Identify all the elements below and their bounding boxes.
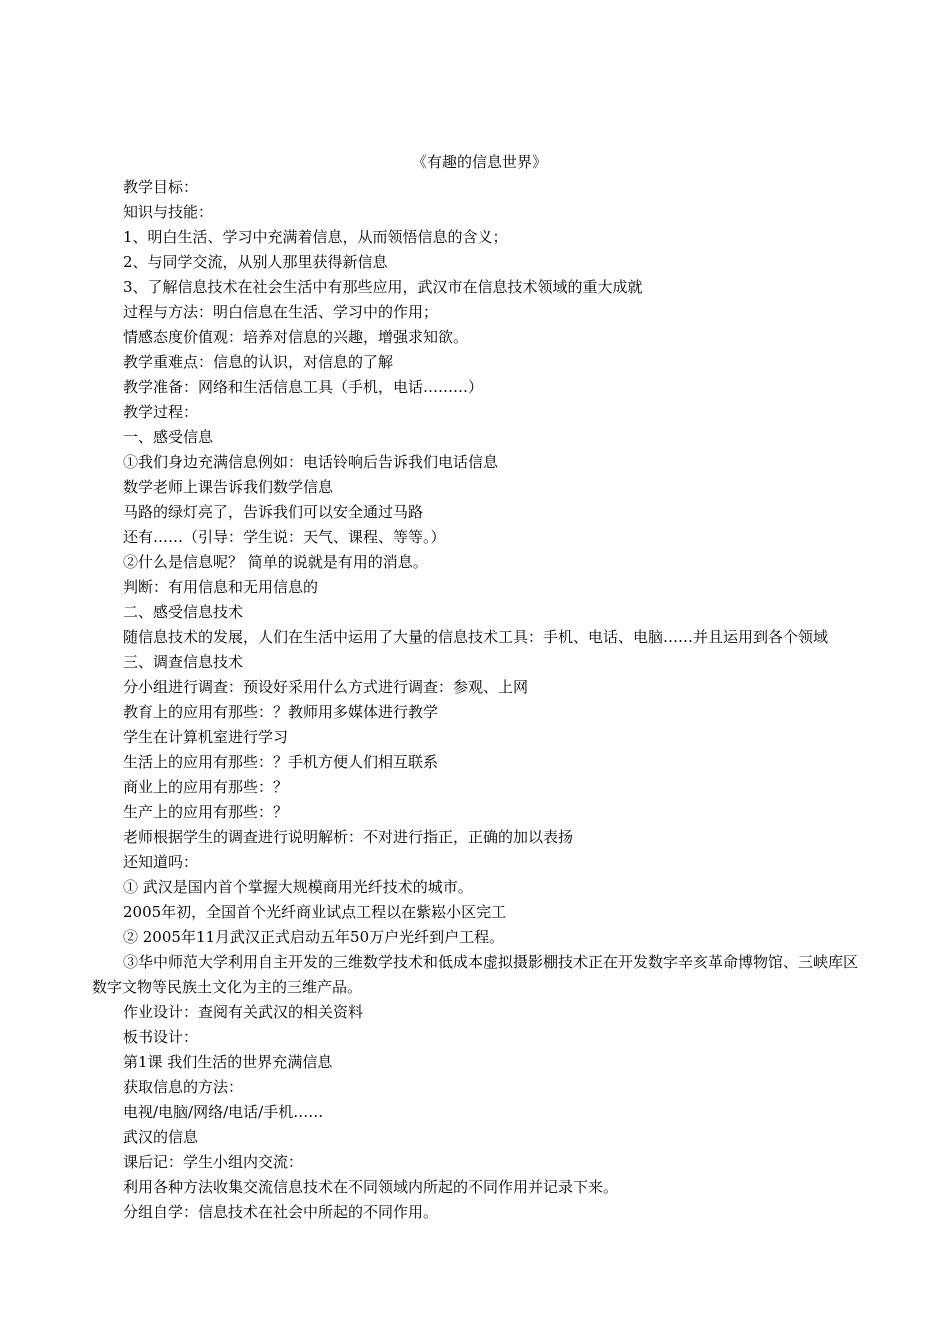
paragraph: 板书设计： <box>123 1028 199 1046</box>
paragraph: 商业上的应用有那些：？ <box>123 778 289 796</box>
paragraph: 还知道吗： <box>123 853 199 871</box>
paragraph: 电视/电脑/网络/电话/手机…… <box>123 1103 324 1121</box>
paragraph: ① 武汉是国内首个掌握大规模商用光纤技术的城市。 <box>123 878 473 896</box>
paragraph: 3、了解信息技术在社会生活中有那些应用，武汉市在信息技术领域的重大成就 <box>123 278 643 296</box>
paragraph: 第1课 我们生活的世界充满信息 <box>123 1053 333 1071</box>
paragraph: 学生在计算机室进行学习 <box>123 728 289 746</box>
paragraph: 教学重难点：信息的认识，对信息的了解 <box>123 353 394 371</box>
paragraph: 知识与技能： <box>123 203 214 221</box>
paragraph: 还有……（引导：学生说：天气、课程、等等。） <box>123 528 446 546</box>
paragraph: 课后记：学生小组内交流： <box>123 1153 304 1171</box>
paragraph: 生活上的应用有那些：？手机方便人们相互联系 <box>123 753 439 771</box>
paragraph: 作业设计：查阅有关武汉的相关资料 <box>123 1003 364 1021</box>
paragraph: 二、感受信息技术 <box>123 603 244 621</box>
paragraph: 2005年初，全国首个光纤商业试点工程以在紫崧小区完工 <box>123 903 507 921</box>
paragraph: 教学过程： <box>123 403 199 421</box>
paragraph: 武汉的信息 <box>123 1128 199 1146</box>
paragraph: ①我们身边充满信息例如：电话铃响后告诉我们电话信息 <box>123 453 499 471</box>
paragraph: 利用各种方法收集交流信息技术在不同领域内所起的不同作用并记录下来。 <box>123 1178 619 1196</box>
paragraph: ② 2005年11月武汉正式启动五年50万户光纤到户工程。 <box>123 928 505 946</box>
paragraph: 老师根据学生的调查进行说明解析：不对进行指正，正确的加以表扬 <box>123 828 574 846</box>
paragraph: 1、明白生活、学习中充满着信息，从而领悟信息的含义； <box>123 228 508 246</box>
document-page <box>92 150 867 1225</box>
paragraph: 情感态度价值观：培养对信息的兴趣，增强求知欲。 <box>123 328 469 346</box>
document-body <box>92 175 867 1225</box>
paragraph: 教育上的应用有那些：？教师用多媒体进行教学 <box>123 703 439 721</box>
paragraph: 教学准备：网络和生活信息工具（手机，电话………） <box>123 378 484 396</box>
paragraph: 马路的绿灯亮了，告诉我们可以安全通过马路 <box>123 503 424 521</box>
paragraph: 分小组进行调查：预设好采用什么方式进行调查：参观、上网 <box>123 678 529 696</box>
paragraph: ③华中师范大学利用自主开发的三维数学技术和低成本虚拟摄影棚技术正在开发数字辛亥革命博物馆、三峡库区数字文物等民族土文化为主的三维产品。 <box>92 953 859 996</box>
paragraph: 分组自学：信息技术在社会中所起的不同作用。 <box>123 1203 439 1221</box>
paragraph: 数学老师上课告诉我们数学信息 <box>123 478 334 496</box>
paragraph: 过程与方法：明白信息在生活、学习中的作用； <box>123 303 439 321</box>
paragraph: 三、调查信息技术 <box>123 653 244 671</box>
paragraph: 生产上的应用有那些：？ <box>123 803 289 821</box>
paragraph: 获取信息的方法： <box>123 1078 244 1096</box>
paragraph: 一、感受信息 <box>123 428 214 446</box>
document-title: 《有趣的信息世界》 <box>411 153 547 171</box>
paragraph: 判断：有用信息和无用信息的 <box>123 578 319 596</box>
paragraph: ②什么是信息呢？ 简单的说就是有用的消息。 <box>123 553 428 571</box>
paragraph: 教学目标： <box>123 178 199 196</box>
paragraph: 随信息技术的发展，人们在生活中运用了大量的信息技术工具：手机、电话、电脑……并且运用到各个领域 <box>123 628 829 646</box>
paragraph: 2、与同学交流，从别人那里获得新信息 <box>123 253 388 271</box>
